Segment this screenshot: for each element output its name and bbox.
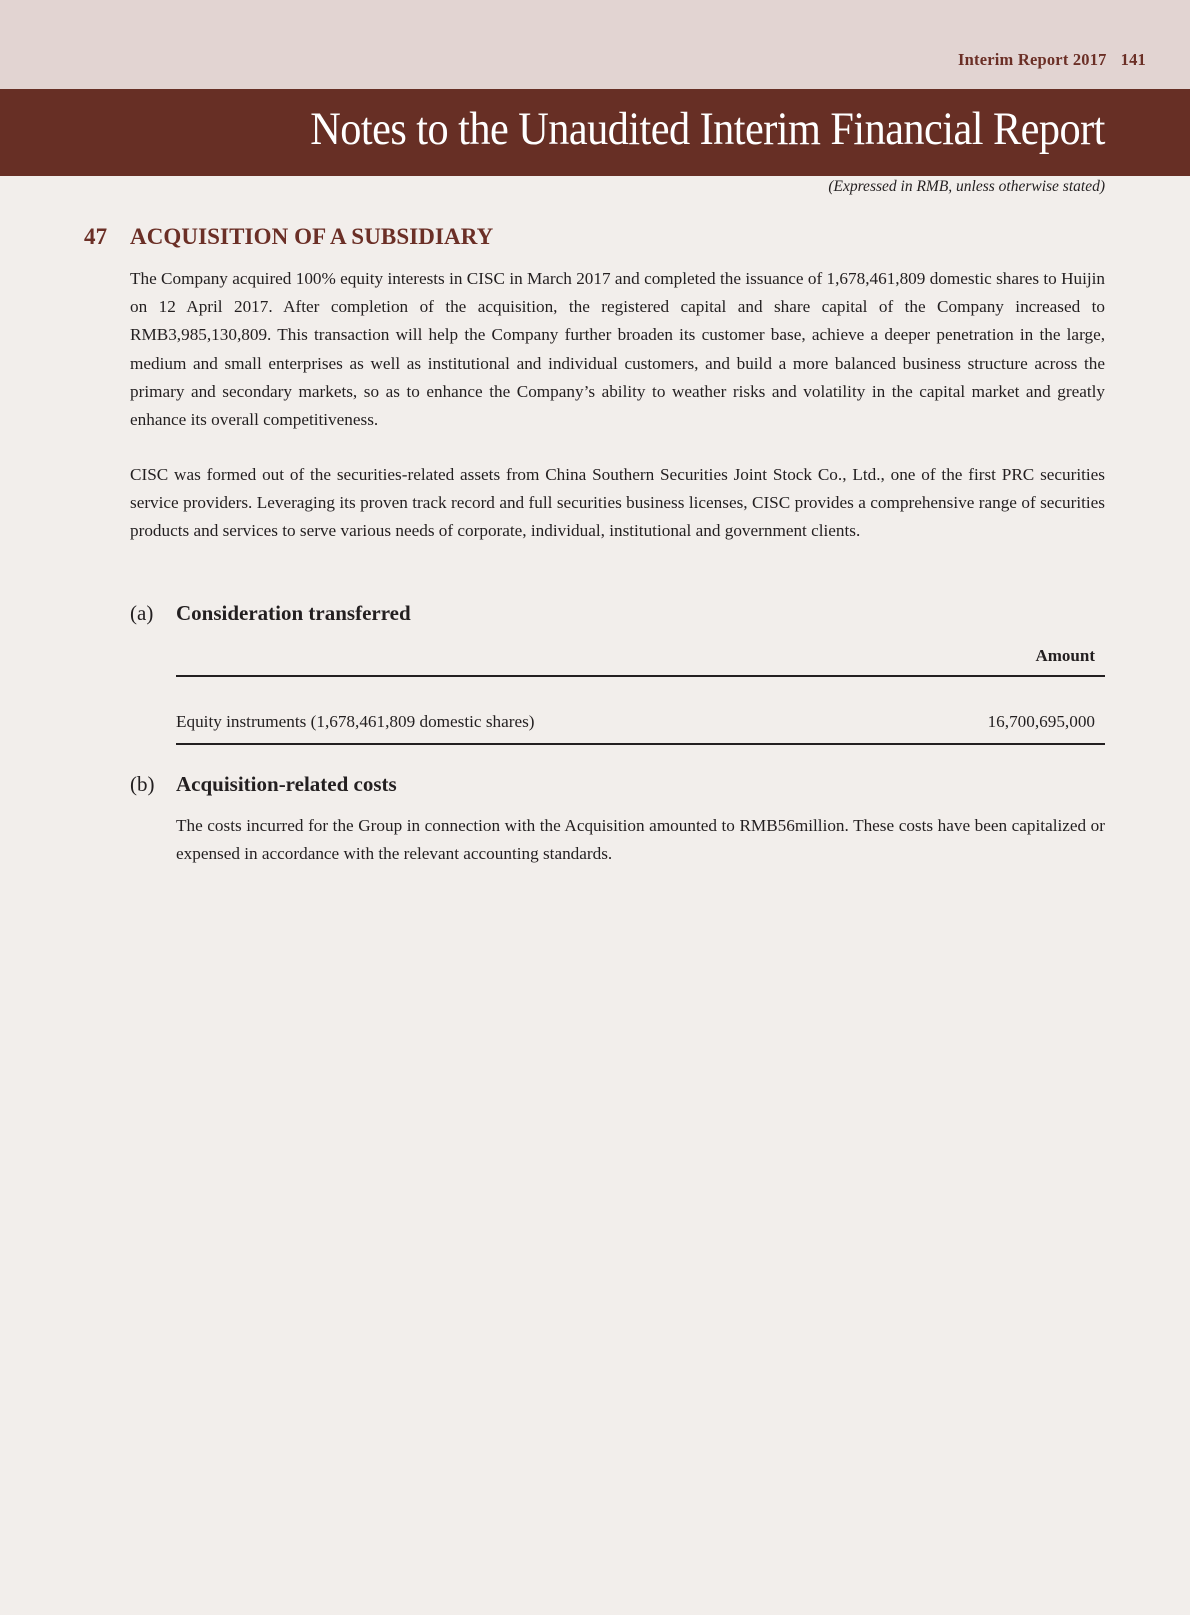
subsection-heading-a xyxy=(130,601,411,626)
row-amount: 16,700,695,000 xyxy=(987,712,1095,731)
subsection-title: Acquisition-related costs xyxy=(176,772,397,796)
page-top-band xyxy=(0,0,1190,89)
section-paragraph: The Company acquired 100% equity interests in CISC in March 2017 and completed the issuance of 1,678,461,809 domestic shares to Huijin on 12 April 2017. After completion of the acquisition, the registered capital and share capital of the Company increased to RMB3,985,130,809. This transaction will help the Company further broaden its customer base, achieve a deeper penetration in the large, medium and small enterprises as well as institutional and individual customers, and build a more balanced business structure across the primary and secondary markets, so as to enhance the Company’s ability to weather risks and volatility in the capital market and greatly enhance its overall competitiveness. xyxy=(130,269,1105,430)
section-number: 47 xyxy=(84,224,108,249)
currency-note: (Expressed in RMB, unless otherwise stated) xyxy=(828,178,1105,195)
column-header-amount: Amount xyxy=(1035,646,1095,665)
running-header xyxy=(958,50,1146,70)
section-heading xyxy=(84,224,493,250)
page-number: 141 xyxy=(1120,50,1146,69)
subsection-title: Consideration transferred xyxy=(176,601,411,625)
subsection-heading-b xyxy=(130,772,397,797)
banner-title: Notes to the Unaudited Interim Financial Report xyxy=(310,103,1105,155)
subsection-paragraph: The costs incurred for the Group in connection with the Acquisition amounted to RMB56million. These costs have been capitalized or expensed in accordance with the relevant accounting standards. xyxy=(176,816,1105,864)
table-header-row xyxy=(176,640,1105,677)
subsection-letter: (b) xyxy=(130,772,155,796)
title-banner xyxy=(0,89,1190,176)
section-paragraph: CISC was formed out of the securities-related assets from China Southern Securities Joint Stock Co., Ltd., one of the first PRC securities service providers. Leveraging its proven track record and full securities business licenses, CISC provides a comprehensive range of securities products and services to serve various needs of corporate, individual, institutional and government clients. xyxy=(130,465,1105,541)
section-title: ACQUISITION OF A SUBSIDIARY xyxy=(130,224,494,249)
table-row xyxy=(176,677,1105,745)
subsection-letter: (a) xyxy=(130,601,154,625)
row-description: Equity instruments (1,678,461,809 domestic shares) xyxy=(176,712,535,731)
consideration-table xyxy=(176,640,1105,745)
report-title: Interim Report 2017 xyxy=(958,50,1107,69)
